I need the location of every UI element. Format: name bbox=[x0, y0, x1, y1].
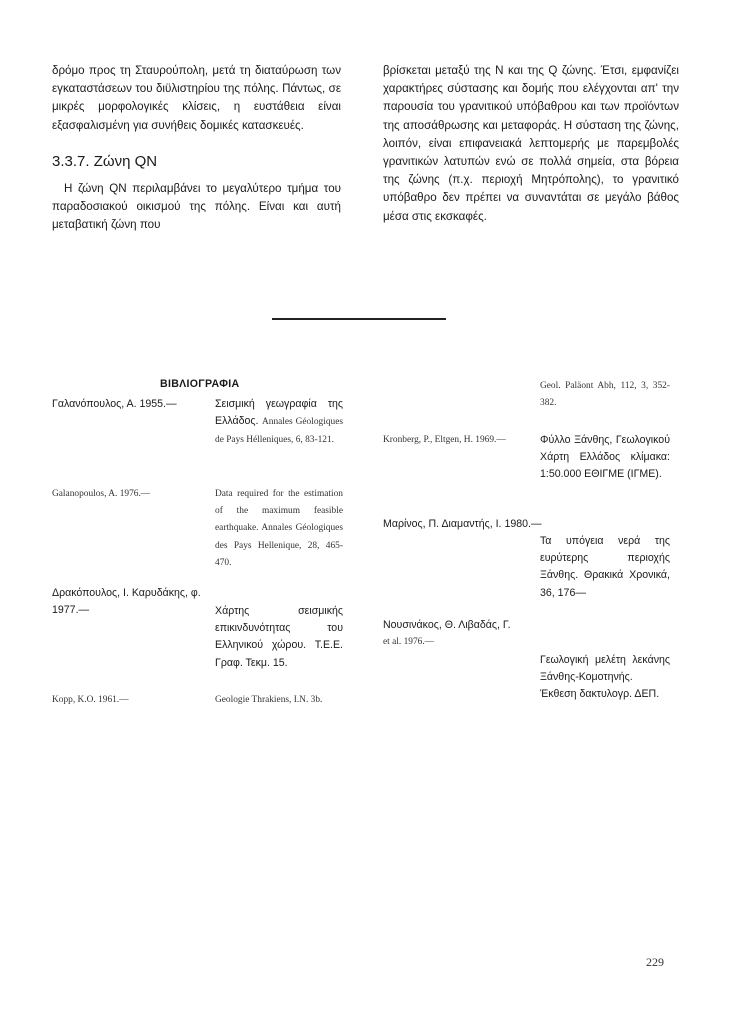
bib-work: Data required for the estimation of the maximum feasible earthquake. Annales Géologiques des Pays Hellenique, 28, 465-470. bbox=[215, 489, 343, 568]
bib-author bbox=[383, 617, 543, 651]
bib-work-title: Σεισμική γεωγραφία της Ελλάδος. bbox=[215, 398, 343, 428]
bib-work: Τα υπόγεια νερά της ευρύτερης περιοχής Ξάνθης. Θρακικά Χρονικά, 36, 176— bbox=[540, 535, 670, 599]
bib-author: Δρακόπουλος, Ι. Καρυδάκης, φ. 1977.— bbox=[52, 587, 201, 617]
body-paragraph: βρίσκεται μεταξύ της Ν και της Q ζώνης. Έτσι, εμφανίζει χαρακτήρες σύστασης και δομής που ελέγχονται απ' την παρουσία του γρανιτικού υπόβαθρου και των προϊόντων της αποσάθρωσης και μεταφοράς. Η σύσταση της ζώνης, λοιπόν, είναι επιφανειακά λεπτομερής με παρεμβολές γρανιτικών λατυπών ενώ σε πολλά σημεία, στα βόρεια της ζώνης (π.χ. περιοχή Μητρόπολης), το γρανιτικό υπόβαθρο δεν πρέπει να συναντάται σε μεγάλο βάθος μέσα στις εκσκαφές. bbox=[383, 64, 679, 223]
bib-author: Kronberg, P., Eltgen, H. 1969.— bbox=[383, 435, 506, 445]
bib-work-journal: Annales Géologiques de Pays Hélleniques, 6, 83-121. bbox=[215, 417, 343, 446]
bib-work: Γεωλογική μελέτη λεκάνης Ξάνθης-Κομοτηνής. Έκθεση δακτυλογρ. ΔΕΠ. bbox=[540, 654, 670, 701]
bib-work: Χάρτης σεισμικής επικινδυνότητας του Ελληνικού χώρου. Τ.Ε.Ε. Γραφ. Τεκμ. 15. bbox=[215, 605, 343, 669]
body-paragraph: Η ζώνη QN περιλαμβάνει το μεγαλύτερο τμήμα του παραδοσιακού οικισμού της πόλης. Είναι και αυτή μεταβατική ζώνη που bbox=[52, 181, 341, 232]
bib-author-names: Νουσινάκος, Θ. Λιβαδάς, Γ. bbox=[383, 619, 511, 631]
section-heading: 3.3.7. Ζώνη QN bbox=[52, 152, 158, 170]
page-number: 229 bbox=[646, 955, 664, 969]
bib-author: Μαρίνος, Π. Διαμαντής, Ι. 1980.— bbox=[383, 518, 542, 530]
bib-work: Φύλλο Ξάνθης, Γεωλογικού Χάρτη Ελλάδος κλίμακα: 1:50.000 ΕΘΙΓΜΕ (ΙΓΜΕ). bbox=[540, 434, 670, 481]
right-column bbox=[383, 62, 679, 226]
left-column bbox=[52, 62, 341, 234]
bib-author: Galanopoulos, A. 1976.— bbox=[52, 489, 151, 499]
bib-author: Kopp, K.O. 1961.— bbox=[52, 695, 129, 705]
bib-work: Geol. Paläont Abh, 112, 3, 352-382. bbox=[540, 381, 670, 409]
bib-author-year: et al. 1976.— bbox=[383, 637, 435, 648]
bib-work: Geologie Thrakiens, I.N. 3b. bbox=[215, 695, 323, 705]
section-divider bbox=[272, 318, 446, 320]
body-paragraph: δρόμο προς τη Σταυρούπολη, μετά τη διαταύρωση των εγκαταστάσεων του διϋλιστηρίου της πόλης. Πάντως, σε μικρές μορφολογικές κλίσεις, η ευστάθεια είναι εξασφαλισμένη για συνήθεις δομικές κατασκευές. bbox=[52, 64, 341, 132]
bibliography-title: ΒΙΒΛΙΟΓΡΑΦΙΑ bbox=[160, 378, 240, 390]
bib-work bbox=[215, 396, 343, 450]
bib-author: Γαλανόπουλος, Α. 1955.— bbox=[52, 398, 177, 410]
